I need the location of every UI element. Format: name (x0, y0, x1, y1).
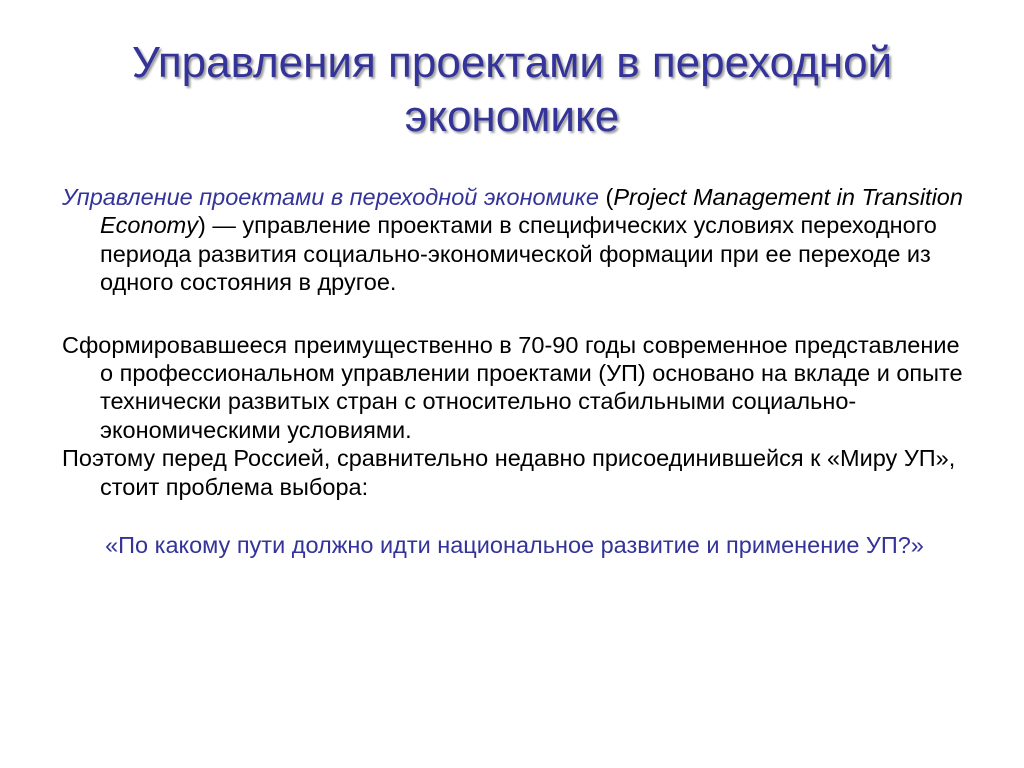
definition-paragraph (62, 183, 967, 297)
slide-body (62, 183, 967, 559)
background-paragraph: Сформировавшееся преимущественно в 70-90 годы современное представление о профессиональном управлении проектами (УП) основано на вкладе и опыте технически развитых стран с относительно стабильными социально-экономическими условиями. (62, 331, 963, 443)
definition-english-term: Project Management in Transition Economy (100, 184, 963, 239)
definition-term: Управление проектами в переходной экономике (62, 184, 599, 210)
definition-open-paren: ( (598, 184, 614, 210)
definition-text: ) — управление проектами в специфических условиях переходного периода развития социально-экономической формации при ее переходе из одного состояния в другое. (100, 212, 937, 296)
problem-paragraph: Поэтому перед Россией, сравнительно недавно присоединившейся к «Миру УП», стоит проблема выбора: (62, 445, 956, 500)
slide-title: Управления проектами в переходной экономике (131, 38, 893, 141)
key-question-quote: «По какому пути должно идти национальное развитие и применение УП?» (105, 532, 924, 559)
